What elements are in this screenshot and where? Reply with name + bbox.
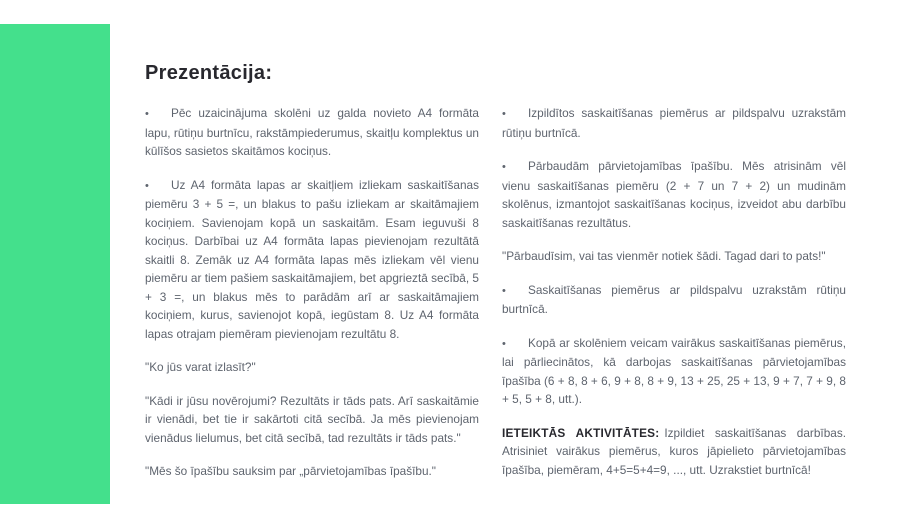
bullet-paragraph — [502, 334, 846, 409]
bullet-paragraph — [145, 104, 479, 161]
bullet-icon: • — [145, 179, 149, 192]
bullet-icon: • — [502, 161, 506, 173]
bullet-paragraph — [502, 157, 846, 232]
quote-paragraph — [145, 462, 479, 481]
bullet-paragraph — [145, 176, 479, 344]
quote-paragraph — [145, 358, 479, 377]
paragraph-text: "Ko jūs varat izlasīt?" — [145, 360, 256, 374]
paragraph-text: Kopā ar skolēniem veicam vairākus saskaitīšanas piemērus, lai pārliecinātos, kā darbojas saskaitīšanas pārvietojamības īpašība (6 + 8, 8 + 6, 9 + 8, 8 + 9, 13 + 25, 25 + 13, 9 + 7, 7 + 9, 8 + 5, 5 + 8, utt.). — [502, 335, 846, 406]
left-column — [145, 104, 479, 481]
green-accent-panel — [0, 24, 110, 504]
quote-paragraph — [145, 392, 479, 448]
paragraph-text: Pārbaudām pārvietojamības īpašību. Mēs atrisinām vēl vienu saskaitīšanas piemēru (2 + 7 un 7 + 2) un mudinām skolēnus, izmantojot saskaitīšanas kociņus, izveidot abu darbību saskaitīšanas rezultātus. — [502, 159, 846, 230]
bullet-paragraph — [502, 281, 846, 319]
paragraph-text: "Kādi ir jūsu novērojumi? Rezultāts ir tāds pats. Arī saskaitāmie ir vienādi, bet tie ir sakārtoti citā secībā. Ja mēs pievienojam vienādus lielumus, bet citā secībā, tad rezultāts ir tāds pats." — [145, 393, 479, 445]
bullet-icon: • — [145, 108, 149, 120]
activities-paragraph — [502, 424, 846, 480]
paragraph-text: Izpildītos saskaitīšanas piemērus ar pildspalvu uzrakstām rūtiņu burtnīcā. — [502, 106, 846, 140]
paragraph-text: Uz A4 formāta lapas ar skaitļiem izliekam saskaitīšanas piemēru 3 + 5 =, un blakus to pašu izliekam ar skaitāmajiem kociņiem. Savienojam kopā un saskaitām. Esam ieguvuši 8 kociņus. Darbībai uz A4 formāta lapas pievienojam rezultātā skaitli 8. Zemāk uz A4 formāta lapas mēs izliekam vēl vienu piemēru ar tiem pašiem saskaitāmajiem, bet apgrieztā secībā, 5 + 3 =, un blakus mēs to parādām arī ar saskaitāmajiem kociņiem, kurus, savienojot kopā, iegūstam 8. Uz A4 formāta lapas otrajam piemēram pievienojam rezultātu 8. — [145, 177, 479, 341]
paragraph-text: Saskaitīšanas piemērus ar pildspalvu uzrakstām rūtiņu burtnīcā. — [502, 282, 846, 316]
content-columns — [145, 104, 846, 481]
bullet-paragraph — [502, 104, 846, 142]
paragraph-text: Pēc uzaicinājuma skolēni uz galda novieto A4 formāta lapu, rūtiņu burtnīcu, rakstāmpiederumus, skaitļu komplektus un kūlīšos sasietos skaitāmos kociņus. — [145, 106, 479, 158]
bullet-icon: • — [502, 337, 506, 350]
quote-paragraph — [502, 247, 846, 266]
activities-label: IETEIKTĀS AKTIVITĀTES: — [502, 425, 660, 440]
bullet-icon: • — [502, 284, 506, 297]
right-column — [502, 104, 846, 481]
paragraph-text: "Mēs šo īpašību sauksim par „pārvietojamības īpašību." — [145, 464, 436, 478]
paragraph-text: "Pārbaudīsim, vai tas vienmēr notiek šādi. Tagad dari to pats!" — [502, 249, 826, 263]
activities-text: Izpildiet saskaitīšanas darbības. Atrisiniet vairākus piemērus, kuros jāpielieto pārvietojamības īpašība, piemēram, 4+5=5+4=9, ..., utt. Uzrakstiet burtnīcā! — [502, 425, 846, 477]
bullet-icon: • — [502, 108, 506, 120]
page-title: Prezentācija: — [145, 62, 273, 84]
